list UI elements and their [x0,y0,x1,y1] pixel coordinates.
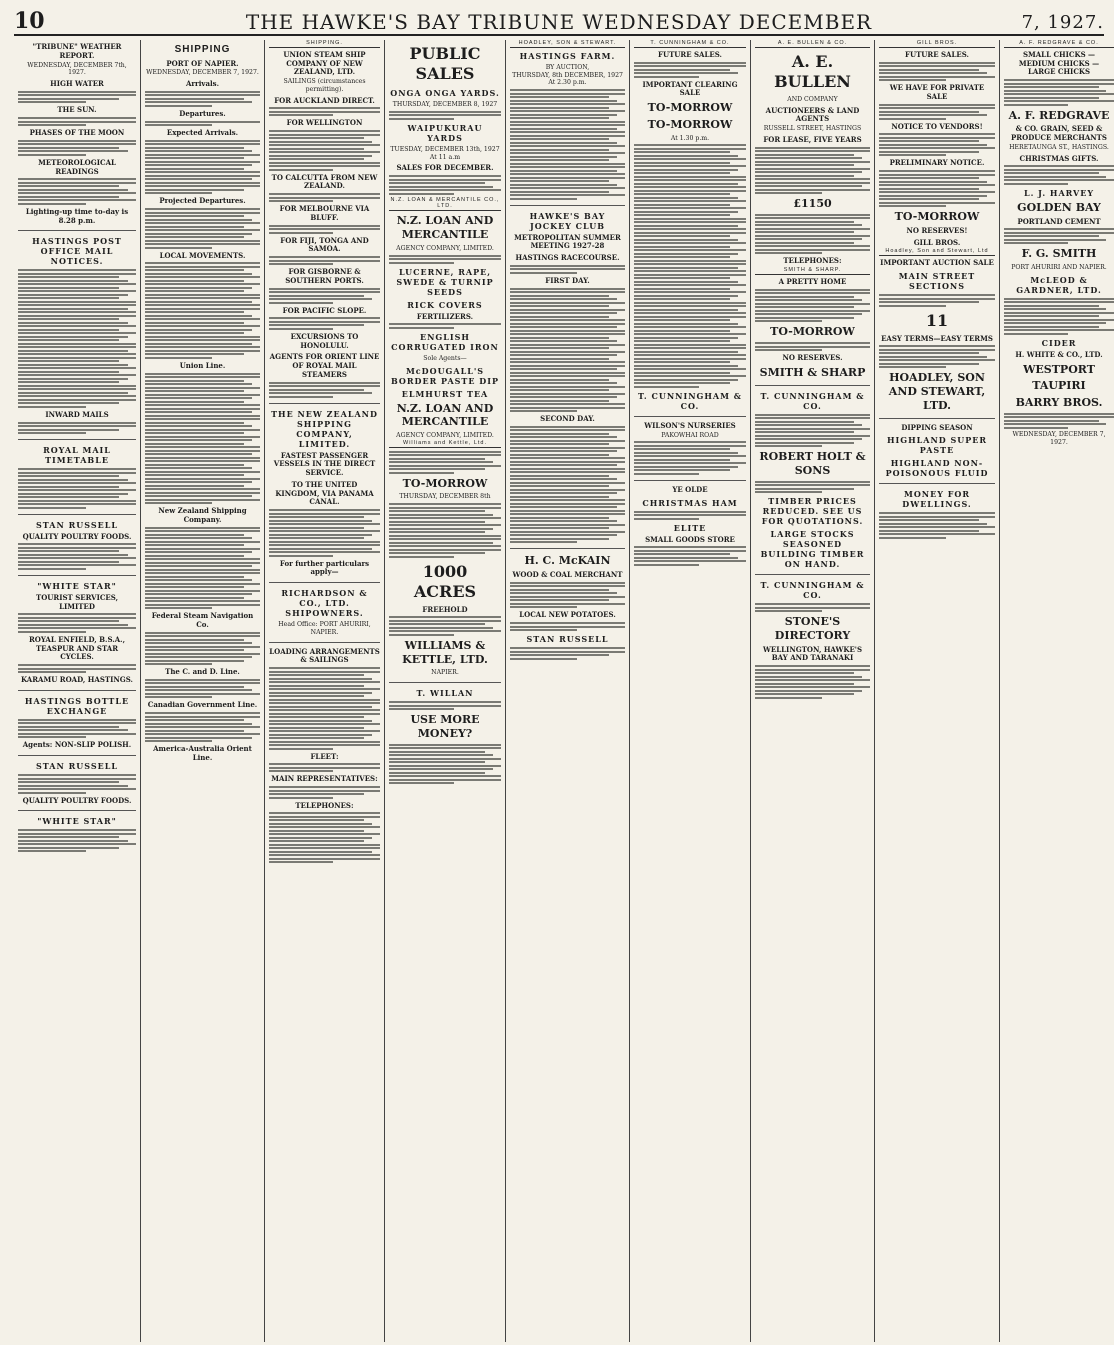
willan-heading: T. WILLAN [416,688,474,699]
onga-date: THURSDAY, DECEMBER 8, 1927 [392,101,498,108]
sailings-note: SAILINGS (circumstances permitting). [283,78,366,93]
column-6 [630,40,751,1342]
fg-smith: F. G. SMITH [1021,247,1097,261]
waipukurau-yards: WAIPUKURAU YARDS [407,122,483,143]
column-4 [385,40,506,1342]
port-of-napier: PORT OF NAPIER. [166,58,239,68]
wilsons-nurseries: WILSON'S NURSERIES [644,420,736,430]
column-2 [141,40,265,1342]
shipping-title: SHIPPING [174,44,231,55]
for-lease: FOR LEASE, FIVE YEARS [763,134,862,144]
gisborne-heading: FOR GISBORNE & SOUTHERN PORTS. [285,267,364,285]
pacific-heading: FOR PACIFIC SLOPE. [282,305,367,315]
public-sales-title: PUBLIC SALES [409,44,481,83]
high-water-heading: HIGH WATER [50,79,104,88]
hastings-farm: HASTINGS FARM. [519,50,616,61]
private-sale: WE HAVE FOR PRIVATE SALE [889,83,985,101]
head-office: Head Office: PORT AHURIRI, NAPIER. [278,621,371,636]
portland-cement: PORTLAND CEMENT [1017,216,1101,226]
highland-fluid: HIGHLAND NON-POISONOUS FLUID [885,458,989,479]
future-sales: FUTURE SALES. [658,49,722,59]
loading-heading: LOADING ARRANGEMENTS & SAILINGS [269,646,380,665]
bullen-street: RUSSELL STREET, HASTINGS [763,125,862,133]
timber-prices: TIMBER PRICES REDUCED. SEE US FOR QUOTATIONS. [761,496,864,526]
america-heading: America-Australia Orient Line. [153,744,252,762]
telephones-heading: TELEPHONES: [295,800,354,810]
waipukurau-date: TUESDAY, DECEMBER 13th, 1927 [390,145,500,153]
bullen-heading: A. E. BULLEN [774,51,851,91]
nzlm-heading: N.Z. LOAN AND MERCANTILE [396,214,494,241]
redgrave-heading: A. F. REDGRAVE [1008,108,1110,122]
stan-russell-col5: STAN RUSSELL [526,634,609,645]
shipping-date: WEDNESDAY, DECEMBER 7, 1927. [146,69,259,77]
nzlm-heading-2: N.Z. LOAN AND MERCANTILE [396,401,494,429]
met-heading: METEOROLOGICAL READINGS [38,157,116,176]
column-5-head: HOADLEY, SON & STEWART. [510,40,625,48]
bullen-company: AND COMPANY [787,95,838,103]
column-7 [751,40,875,1342]
port-ahuriri: PORT AHURIRI AND NAPIER. [1011,264,1107,272]
williams-kettle: WILLIAMS & KETTLE, LTD. [402,638,488,666]
stan-russell-heading-2: STAN RUSSELL [36,761,118,771]
particulars: For further particulars apply— [279,558,370,577]
column-6-head: T. CUNNINGHAM & CO. [634,40,746,48]
usc-heading: UNION STEAM SHIP COMPANY OF NEW ZEALAND, LTD. [283,49,366,77]
tomorrow-1: TO-MORROW [647,101,733,115]
melbourne-heading: FOR MELBOURNE VIA BLUFF. [279,204,370,222]
by-auction: BY AUCTION, [545,63,590,71]
waipukurau-time: At 11 a.m [429,153,461,161]
column-3-head: SHIPPING. [269,40,380,48]
tomorrow-2: TO-MORROW [647,117,733,131]
footer-date: WEDNESDAY, DECEMBER 7, 1927. [1012,430,1106,446]
federal-heading: Federal Steam Navigation Co. [151,611,254,629]
masthead [14,8,1104,36]
bungalow-price: £1150 [793,197,832,211]
no-reserves: NO RESERVES. [782,353,843,362]
wellington-heading: FOR WELLINGTON [286,118,363,128]
eleven-sites: 11 [925,310,949,330]
chicks: SMALL CHICKS — MEDIUM CHICKS — LARGE CHICKS [1018,49,1100,77]
royal-enfield: ROYAL ENFIELD, B.S.A., TEASPUR AND STAR CYCLES. [28,634,126,662]
directory-regions: WELLINGTON, HAWKE'S BAY AND TARANAKI [763,644,862,663]
mcleod-gardner: McLEOD & GARDNER, LTD. [1016,274,1102,295]
polish-agents: Agents: NON-SLIP POLISH. [22,740,132,750]
christmas-ham: CHRISTMAS HAM [642,497,738,508]
nzsc-heading: THE NEW ZEALAND SHIPPING COMPANY, LIMITED. [271,408,378,449]
poultry-foods: QUALITY POULTRY FOODS. [22,531,132,541]
barry-bros: BARRY BROS. [1015,396,1103,410]
dipping-season: DIPPING SEASON [901,422,973,432]
bottle-exchange-heading: HASTINGS BOTTLE EXCHANGE [24,695,130,716]
union-line-heading: Union Line. [179,360,226,370]
cunningham-heading-2: T. CUNNINGHAM & CO. [760,580,865,600]
harvey: L. J. HARVEY [1023,187,1095,198]
moon-heading: PHASES OF THE MOON [29,128,125,137]
representatives-heading: MAIN REPRESENTATIVES: [271,774,378,784]
main-street-sections: MAIN STREET SECTIONS [898,271,976,291]
notice-to-vendors: NOTICE TO VENDORS! [891,121,983,131]
fertilizers: FERTILIZERS. [416,311,474,321]
column-7-head: A. E. BULLEN & CO. [755,40,870,48]
nzlm-agency-2: AGENCY COMPANY, LIMITED. [396,432,494,439]
preliminary-notice: PRELIMINARY NOTICE. [889,158,985,168]
panama: TO THE UNITED KINGDOM, VIA PANAMA CANAL. [275,479,374,507]
mckain-heading: H. C. McKAIN [524,554,611,568]
acres-heading: 1000 ACRES [413,561,477,601]
racecourse: HASTINGS RACECOURSE. [515,253,620,263]
column-1 [14,40,141,1342]
column-9-head: A. F. REDGRAVE & CO. [1004,40,1114,48]
grain-seed: & CO. GRAIN, SEED & PRODUCE MERCHANTS [1011,124,1107,143]
ye-olde: YE OLDE [672,484,708,494]
stones-directory: STONE'S DIRECTORY [774,615,851,642]
summer-meeting: METROPOLITAN SUMMER MEETING 1927-28 [514,232,621,251]
jockey-club: HAWKE'S BAY JOCKEY CLUB [529,210,606,231]
calcutta-heading: TO CALCUTTA FROM NEW ZEALAND. [271,172,378,191]
tomorrow-gill: TO-MORROW [894,210,980,224]
tomorrow-heading: TO-MORROW [402,476,488,490]
masthead-date: 7, 1927. [1021,12,1104,33]
robert-holt: ROBERT HOLT & SONS [759,450,866,477]
highland-paste: HIGHLAND SUPER PASTE [886,435,988,456]
stan-russell-heading: STAN RUSSELL [36,519,118,530]
post-office-heading: HASTINGS POST OFFICE MAIL NOTICES. [32,236,122,267]
orient-agents: AGENTS FOR ORIENT LINE OF ROYAL MAIL STEAMERS [269,352,380,379]
cider: CIDER [1041,337,1077,348]
first-day: FIRST DAY. [545,275,590,285]
tourist-services: TOURIST SERVICES, LIMITED [35,592,119,611]
richardson-heading: RICHARDSON & CO., LTD. SHIPOWNERS. [281,588,368,619]
gill-future-sales: FUTURE SALES. [905,49,969,59]
bullen-telephones: TELEPHONES: [783,256,842,266]
elite: ELITE [673,522,707,533]
column-8 [875,40,1000,1342]
column-5 [506,40,630,1342]
use-more-money: USE MORE MONEY? [410,713,480,740]
clearing-sale: IMPORTANT CLEARING SALE [642,79,738,98]
column-9 [1000,40,1114,1342]
westport: WESTPORT [1023,362,1095,376]
columns [14,40,1110,1342]
bullen-auctioneers: AUCTIONEERS & LAND AGENTS [765,105,860,124]
tonga-heading: FOR FIJI, TONGA AND SAMOA. [280,235,369,254]
thursday-date: THURSDAY, DECEMBER 8th [399,493,491,501]
page-number: 10 [14,8,45,34]
inward-mails-heading: INWARD MAILS [45,409,109,419]
large-stocks: LARGE STOCKS SEASONED BUILDING TIMBER ON HAND. [760,529,865,569]
sun-heading: THE SUN. [57,105,97,115]
smith-sharp-sign: SMITH & SHARP [759,365,866,379]
fleet-heading: FLEET: [310,751,339,761]
h-white: H. WHITE & CO., LTD. [1015,349,1103,359]
nz-shipping-heading: New Zealand Shipping Company. [158,506,247,524]
smith-sharp-head: SMITH & SHARP. [755,267,870,275]
departures-heading: Departures. [179,108,226,118]
christmas-gifts: CHRISTMAS GIFTS. [1019,153,1099,163]
tomorrow-time: At 1.30 p.m. [670,134,710,142]
lucerne-seeds: LUCERNE, RAPE, SWEDE & TURNIP SEEDS [396,266,494,297]
weather-date: WEDNESDAY, DECEMBER 7th, 1927. [27,61,127,77]
hoadley-head: Hoadley, Son and Stewart, Ltd [879,248,995,256]
c-and-d-heading: The C. and D. Line. [165,667,240,676]
money-for-dwellings: MONEY FOR DWELLINGS. [902,489,972,510]
farm-date: THURSDAY, 8th DECEMBER, 1927 [512,71,623,79]
local-movements-heading: LOCAL MOVEMENTS. [159,250,246,260]
white-star-heading-2: "WHITE STAR" [37,816,117,827]
freehold: FREEHOLD [422,604,468,614]
second-day: SECOND DAY. [540,414,595,424]
important-auction: IMPORTANT AUCTION SALE [880,258,994,268]
sales-for-december: SALES FOR DECEMBER. [396,163,494,173]
projected-departures-heading: Projected Departures. [159,196,246,206]
small-goods-store: SMALL GOODS STORE [645,534,735,544]
pretty-home: A PRETTY HOME [778,277,847,286]
weather-title: "TRIBUNE" WEATHER REPORT. [32,42,122,60]
fastest-vessels: FASTEST PASSENGER VESSELS IN THE DIRECT SERVICE. [273,450,376,478]
karamu-road: KARAMU ROAD, HASTINGS. [20,675,133,684]
masthead-title: THE HAWKE'S BAY TRIBUNE WEDNESDAY DECEMBER [245,10,873,34]
lighting-up: Lighting-up time to-day is 8.28 p.m. [25,206,129,225]
farm-time: At 2.30 p.m. [548,79,587,87]
column-3 [265,40,385,1342]
hoadley-sign: HOADLEY, SON AND STEWART, LTD. [888,371,986,412]
rick-covers: RICK COVERS [407,299,483,310]
easy-terms: EASY TERMS—EASY TERMS [881,333,993,343]
white-star-heading: "WHITE STAR" [37,580,117,591]
column-8-head: GILL BROS. [879,40,995,48]
nzlm-agency: AGENCY COMPANY, LIMITED. [396,244,494,252]
royal-mail-heading: ROYAL MAIL TIMETABLE [43,445,111,465]
gill-bros-sign: GILL BROS. [913,237,961,247]
tomorrow-smith: TO-MORROW [770,325,855,339]
corrugated-iron: ENGLISH CORRUGATED IRON [391,331,499,352]
wk-small-head: Williams and Kettle, Ltd. [389,440,501,448]
gill-no-reserves: NO RESERVES! [906,225,968,235]
onga-yards: ONGA ONGA YARDS. [390,88,500,98]
taupiri: TAUPIRI [1032,379,1086,393]
golden-bay: GOLDEN BAY [1017,200,1101,214]
canadian-heading: Canadian Government Line. [147,700,258,710]
expected-arrivals-heading: Expected Arrivals. [166,128,239,137]
heretaunga-street: HERETAUNGA ST., HASTINGS. [1009,143,1109,151]
pakowhai-road: PAKOWHAI ROAD [661,431,719,439]
new-potatoes: LOCAL NEW POTATOES. [519,610,616,620]
elmhurst-tea: ELMHURST TEA [401,388,489,399]
poultry-foods-2: QUALITY POULTRY FOODS. [22,795,132,805]
cunningham-sign: T. CUNNINGHAM & CO. [638,390,742,411]
wood-coal: WOOD & COAL MERCHANT [512,570,623,580]
sole-agents: Sole Agents— [423,354,467,362]
arrivals-heading: Arrivals. [185,79,220,88]
cunningham-heading: T. CUNNINGHAM & CO. [760,390,865,411]
auckland-heading: FOR AUCKLAND DIRECT. [274,95,375,105]
excursions-heading: EXCURSIONS TO HONOLULU. [290,331,359,350]
dip: McDOUGALL'S BORDER PASTE DIP [391,365,499,386]
nzlm-small-head: N.Z. LOAN & MERCANTILE CO., LTD. [390,196,500,210]
napier: NAPIER. [431,669,459,677]
